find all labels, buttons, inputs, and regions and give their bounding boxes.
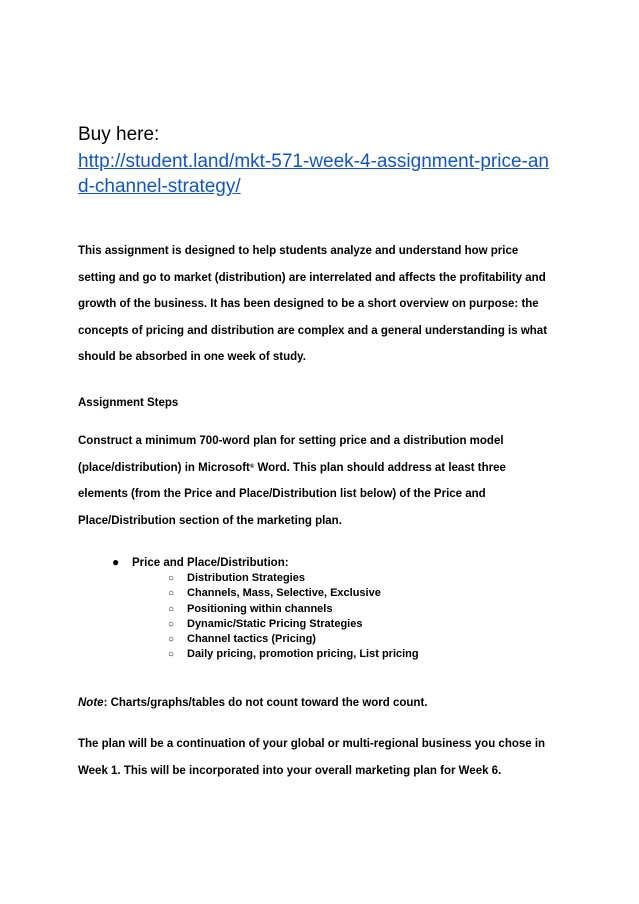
circle-bullet-icon: ○ — [168, 634, 175, 646]
instructions-line-3: elements (from the Price and Place/Distribution list below) of the Price and — [78, 488, 486, 500]
intro-line: This assignment is designed to help students analyze and understand how price — [78, 245, 519, 257]
circle-bullet-icon: ○ — [168, 618, 175, 630]
list-item-text: Positioning within channels — [187, 602, 333, 615]
list-item-text: Distribution Strategies — [187, 572, 305, 584]
intro-line: setting and go to market (distribution) are interrelated and affects the profitability and — [78, 271, 546, 284]
intro-paragraph — [78, 238, 547, 371]
instructions-line-1: Construct a minimum 700-word plan for setting price and a distribution model — [78, 435, 504, 447]
instructions-line-2-start: (place/distribution) in Microsoft — [78, 461, 250, 474]
instructions-line-4: Place/Distribution section of the marketing plan. — [78, 514, 342, 527]
closing-line: Week 1. This will be incorporated into your overall marketing plan for Week 6. — [78, 764, 502, 777]
note-label: Note — [78, 697, 104, 709]
product-link-line-1[interactable]: http://student.land/mkt-571-week-4-assignment-price-an — [78, 151, 550, 172]
list-item — [168, 632, 419, 647]
registered-mark: ® — [249, 463, 255, 470]
instructions-paragraph — [78, 428, 506, 534]
list-item-text: Daily pricing, promotion pricing, List pricing — [187, 648, 419, 661]
circle-bullet-icon: ○ — [168, 588, 175, 600]
circle-bullet-icon: ○ — [168, 603, 175, 615]
intro-line: growth of the business. It has been designed to be a short overview on purpose: the — [78, 298, 539, 310]
list-item-text: Channel tactics (Pricing) — [187, 633, 316, 646]
circle-bullet-icon: ○ — [168, 573, 175, 584]
list-item-text: Dynamic/Static Pricing Strategies — [187, 617, 363, 630]
list-item — [168, 647, 419, 662]
note-paragraph — [78, 690, 427, 717]
list-item-text: Channels, Mass, Selective, Exclusive — [187, 587, 381, 600]
list-item — [168, 571, 419, 586]
instructions-line-2 — [78, 455, 506, 482]
bullet-label: Price and Place/Distribution: — [132, 557, 289, 569]
list-item — [168, 602, 419, 617]
product-link[interactable] — [78, 149, 578, 199]
closing-paragraph — [78, 731, 545, 784]
intro-line: concepts of pricing and distribution are complex and a general understanding is what — [78, 324, 548, 337]
circle-bullet-icon: ○ — [168, 649, 175, 661]
intro-line: should be absorbed in one week of study. — [78, 351, 306, 363]
bullet-item-price-place — [112, 555, 289, 571]
buy-here-label: Buy here: — [78, 124, 160, 145]
list-item — [168, 617, 419, 632]
instructions-line-2-end: Word. This plan should address at least three — [254, 461, 506, 474]
note-text: : Charts/graphs/tables do not count toward the word count. — [103, 697, 428, 709]
list-item — [168, 586, 419, 601]
sub-bullet-list — [168, 571, 419, 663]
product-link-line-2[interactable]: d-channel-strategy/ — [78, 176, 241, 197]
closing-line: The plan will be a continuation of your global or multi-regional business you chose in — [78, 738, 546, 750]
assignment-steps-heading: Assignment Steps — [78, 397, 179, 409]
bullet-dot-icon: ● — [112, 555, 120, 569]
